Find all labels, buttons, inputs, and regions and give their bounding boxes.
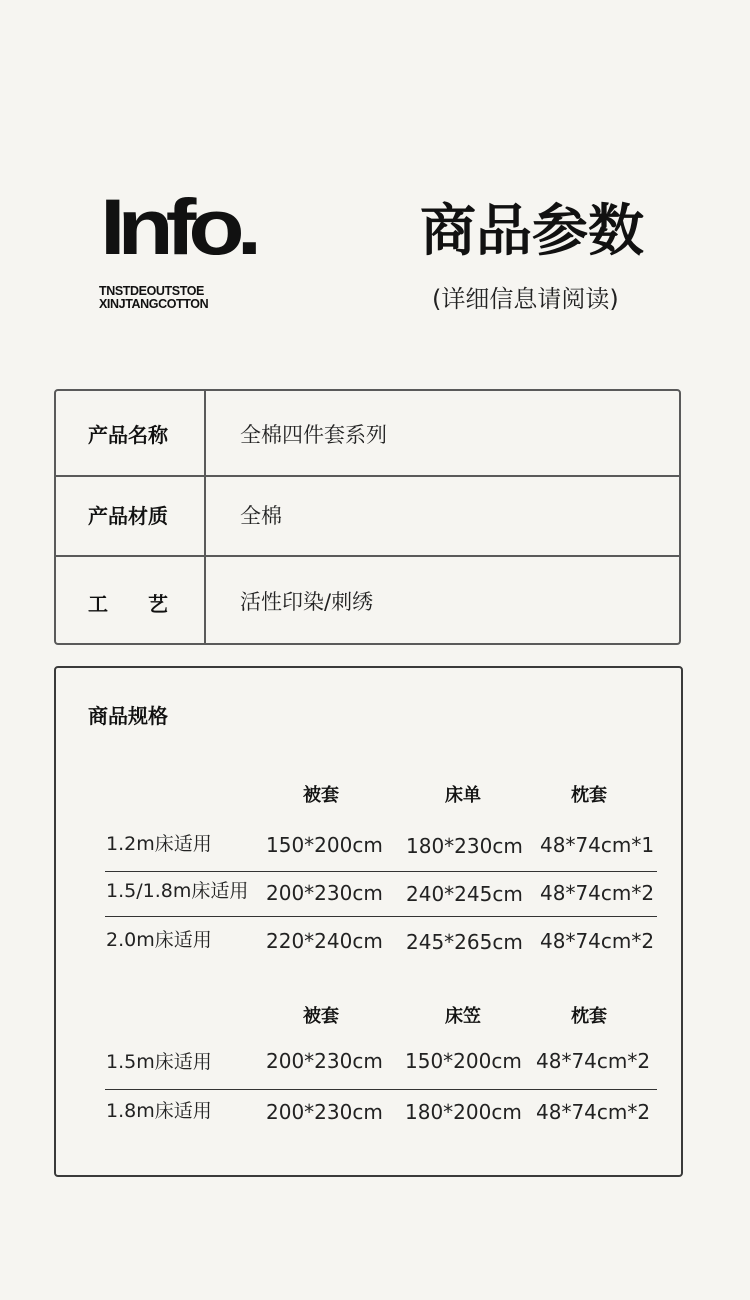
param-label-name: 产品名称 <box>88 423 168 447</box>
specs-title: 商品规格 <box>88 704 168 728</box>
page-subtitle: (详细信息请阅读) <box>432 285 619 313</box>
table1-cell: 48*74cm*2 <box>540 929 655 953</box>
table1-row-label: 2.0m床适用 <box>106 929 212 951</box>
page-title: 商品参数 <box>420 199 644 264</box>
table1-cell: 220*240cm <box>266 929 383 953</box>
table2-cell: 150*200cm <box>405 1049 522 1073</box>
table1-cell: 150*200cm <box>266 833 383 857</box>
column-divider <box>204 391 206 643</box>
table1-cell: 245*265cm <box>406 930 523 954</box>
table1-row-label: 1.5/1.8m床适用 <box>106 880 249 902</box>
brand-logo-subline-1: TNSTDEOUTSTOE <box>99 284 204 298</box>
table1-header-pillowcase: 枕套 <box>571 785 607 806</box>
param-value-name: 全棉四件套系列 <box>240 423 387 447</box>
table2-header-pillowcase: 枕套 <box>571 1006 607 1027</box>
table2-cell: 180*200cm <box>405 1100 522 1124</box>
table-divider <box>105 916 657 917</box>
table2-cell: 200*230cm <box>266 1100 383 1124</box>
table1-header-sheet: 床单 <box>445 785 481 806</box>
table2-cell: 200*230cm <box>266 1049 383 1073</box>
brand-logo: Info. <box>100 183 255 272</box>
table1-cell: 240*245cm <box>406 882 523 906</box>
table1-cell: 48*74cm*1 <box>540 833 655 857</box>
table1-cell: 48*74cm*2 <box>540 881 655 905</box>
table2-row-label: 1.5m床适用 <box>106 1051 212 1073</box>
table1-cell: 200*230cm <box>266 881 383 905</box>
table-divider <box>105 871 657 872</box>
table2-header-duvet: 被套 <box>303 1006 339 1027</box>
table2-cell: 48*74cm*2 <box>536 1049 651 1073</box>
param-label-material: 产品材质 <box>88 504 168 528</box>
table1-cell: 180*230cm <box>406 834 523 858</box>
param-value-craft: 活性印染/刺绣 <box>240 590 374 614</box>
row-divider <box>56 555 679 557</box>
table1-row-label: 1.2m床适用 <box>106 833 212 855</box>
product-specs-panel <box>54 666 683 1177</box>
table2-row-label: 1.8m床适用 <box>106 1100 212 1122</box>
table-divider <box>105 1089 657 1090</box>
param-value-material: 全棉 <box>240 504 282 528</box>
param-label-craft: 工 艺 <box>88 592 168 616</box>
product-params-table <box>54 389 681 645</box>
table2-header-fitted-sheet: 床笠 <box>445 1006 481 1027</box>
table2-cell: 48*74cm*2 <box>536 1100 651 1124</box>
table1-header-duvet: 被套 <box>303 785 339 806</box>
brand-logo-subline-2: XINJTANGCOTTON <box>99 297 209 311</box>
row-divider <box>56 475 679 477</box>
